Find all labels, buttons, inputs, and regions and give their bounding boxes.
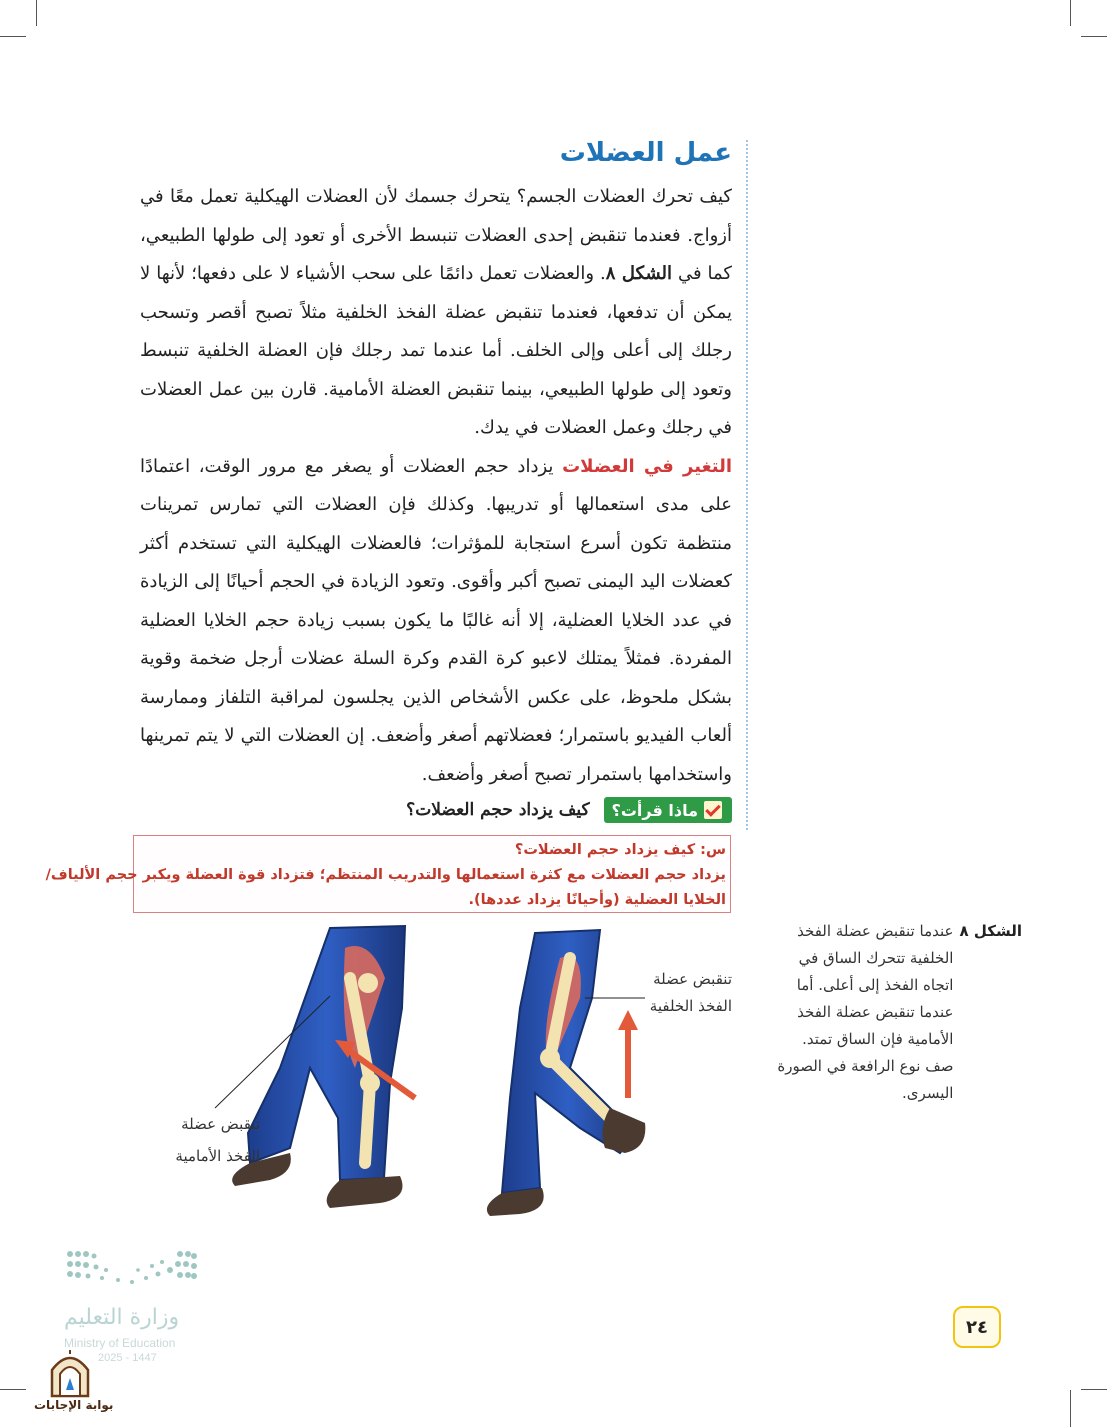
- label-back-muscle: تنقبض عضلة الفخذ الخلفية: [649, 970, 732, 1015]
- reading-check: [406, 797, 732, 823]
- crop-mark: [1070, 1390, 1071, 1427]
- ministry-year: 2025 - 1447: [98, 1352, 157, 1364]
- paragraph-text: . والعضلات تعمل دائمًا على سحب الأشياء لا على دفعها؛ لأنها لا يمكن أن تدفعها، فعندما تنقبض عضلة الفخذ الخلفية مثلاً تصبح أقصر وتسحب رجلك إلى أعلى وإلى الخلف. أما عندما تمد رجلك فإن العضلة الخلفية تنبسط وتعود إلى طولها الطبيعي، بينما تنقبض العضلة الأمامية. قارن بين عمل العضلات في رجلك وعمل العضلات في يدك.: [140, 263, 732, 438]
- page-title: عمل العضلات: [559, 138, 732, 168]
- check-icon: [704, 801, 722, 819]
- site-emblem-icon: [48, 1350, 92, 1398]
- ministry-name-ar: وزارة التعليم: [64, 1305, 180, 1330]
- reading-check-label: ماذا قرأت؟: [611, 800, 698, 820]
- figure-label: الشكل ٨: [959, 922, 1022, 940]
- figure-caption: [762, 918, 1022, 1107]
- keyword-heading: التغير في العضلات: [562, 455, 733, 477]
- column-divider: [746, 140, 748, 830]
- ministry-logo: [62, 1248, 202, 1296]
- answer-question: س: كيف يزداد حجم العضلات؟: [514, 842, 726, 858]
- body-text: [140, 178, 732, 794]
- crop-mark: [1070, 0, 1071, 26]
- paragraph-text: يزداد حجم العضلات أو يصغر مع مرور الوقت، اعتمادًا على مدى استعمالها أو تدريبها. وكذلك فإن العضلات التي تمارس تمرينات منتظمة تكون أسرع استجابة للمؤثرات؛ فالعضلات الهيكلية التي تستخدم أكثر كعضلات اليد اليمنى تصبح أكبر وأقوى. وتعود الزيادة في الحجم أحيانًا إلى الزيادة في عدد الخلايا العضلية، إلا أنه غالبًا ما يكون بسبب زيادة حجم الخلايا العضلية المفردة. فمثلاً يمتلك لاعبو كرة القدم وكرة السلة عضلات أرجل ضخمة وقوية بشكل ملحوظ، على عكس الأشخاص الذين يجلسون لمراقبة التلفاز وممارسة ألعاب الفيديو باستمرار؛ فعضلاتهم أصغر وأضعف. إن العضلات التي لا يتم تمرينها واستخدامها باستمرار تصبح أصغر وأضعف.: [140, 455, 732, 785]
- paragraph-muscle-change: [140, 448, 732, 795]
- figure-reference: الشكل ٨: [605, 263, 673, 284]
- label-front-muscle: تنقبض عضلة الفخذ الأمامية: [175, 1115, 260, 1165]
- legs-illustration: [140, 918, 660, 1228]
- figure-caption-text: عندما تنقبض عضلة الفخذ الخلفية تتحرك الساق في اتجاه الفخذ إلى أعلى. أما عندما تنقبض عضلة الفخذ الأمامية فإن الساق تمتد. صف نوع الرافعة في الصورة اليسرى.: [777, 922, 954, 1102]
- crop-mark: [1081, 36, 1107, 37]
- ministry-name-en: Ministry of Education: [64, 1336, 176, 1350]
- page-number: ٢٤: [953, 1306, 1001, 1348]
- answer-text-line: يزداد حجم العضلات مع كثرة استعمالها والتدريب المنتظم؛ فتزداد قوة العضلة ويكبر حجم الألياف/: [45, 867, 726, 883]
- crop-mark: [36, 0, 37, 26]
- answer-box: [45, 835, 731, 913]
- paragraph-muscle-movement: [140, 178, 732, 448]
- site-label: بوابة الإجابات: [34, 1398, 114, 1412]
- crop-mark: [0, 36, 26, 37]
- crop-mark: [1081, 1389, 1107, 1390]
- answer-text-line: الخلايا العضلية (وأحيانًا يزداد عددها).: [468, 892, 726, 908]
- reading-check-question: كيف يزداد حجم العضلات؟: [406, 800, 590, 820]
- crop-mark: [0, 1389, 26, 1390]
- paragraph-text: كيف تحرك العضلات الجسم؟ يتحرك جسمك لأن العضلات الهيكلية تعمل معًا في أزواج. فعندما تنقبض إحدى العضلات تنبسط الأخرى أو تعود إلى طولها الطبيعي، كما في: [140, 186, 732, 284]
- reading-check-badge: [604, 797, 732, 823]
